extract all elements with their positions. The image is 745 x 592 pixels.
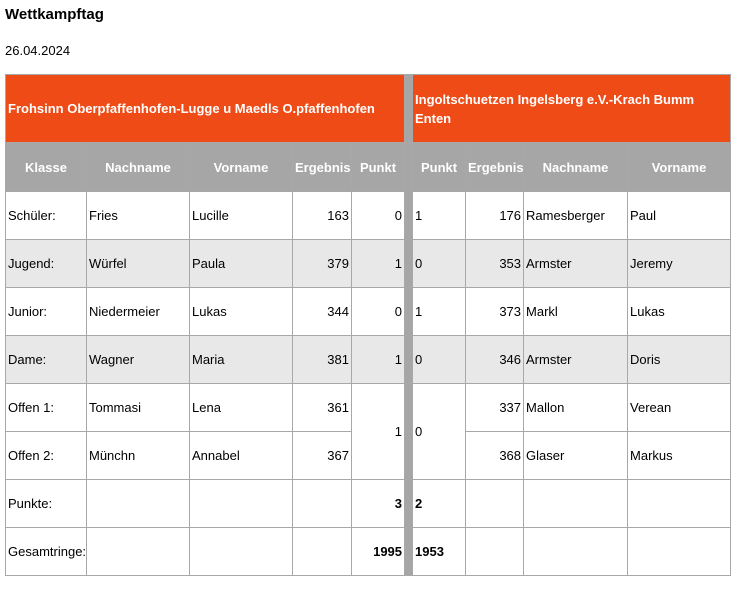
- empty-cell: [628, 528, 731, 576]
- cell-away-nachname: Mallon: [524, 384, 628, 432]
- ringe-label: Gesamtringe:: [6, 528, 87, 576]
- cell-home-vorname: Maria: [190, 336, 293, 384]
- cell-klasse: Junior:: [6, 288, 87, 336]
- cell-away-ergebnis: 368: [466, 432, 524, 480]
- cell-home-ergebnis: 361: [293, 384, 352, 432]
- cell-away-vorname: Markus: [628, 432, 731, 480]
- cell-home-vorname: Lucille: [190, 192, 293, 240]
- cell-home-nachname: Niedermeier: [87, 288, 190, 336]
- empty-cell: [190, 528, 293, 576]
- cell-home-ergebnis: 367: [293, 432, 352, 480]
- header-home-vorname: Vorname: [190, 143, 293, 192]
- cell-home-ergebnis: 381: [293, 336, 352, 384]
- column-separator: [405, 336, 413, 384]
- column-separator: [405, 480, 413, 528]
- empty-cell: [87, 480, 190, 528]
- cell-away-vorname: Paul: [628, 192, 731, 240]
- column-separator: [405, 143, 413, 192]
- empty-cell: [466, 528, 524, 576]
- cell-away-punkt: 1: [413, 192, 466, 240]
- cell-home-vorname: Annabel: [190, 432, 293, 480]
- cell-klasse: Jugend:: [6, 240, 87, 288]
- header-away-punkt: Punkt: [413, 143, 466, 192]
- header-home-nachname: Nachname: [87, 143, 190, 192]
- empty-cell: [190, 480, 293, 528]
- table-row: [6, 384, 731, 432]
- cell-away-ergebnis: 346: [466, 336, 524, 384]
- header-home-punkt: Punkt: [352, 143, 405, 192]
- totals-row-ringe: [6, 528, 731, 576]
- cell-away-nachname: Markl: [524, 288, 628, 336]
- cell-home-ergebnis: 163: [293, 192, 352, 240]
- cell-home-punkt: 0: [352, 192, 405, 240]
- table-row: [6, 240, 731, 288]
- punkte-label: Punkte:: [6, 480, 87, 528]
- header-klasse: Klasse: [6, 143, 87, 192]
- cell-away-punkt: 0: [413, 240, 466, 288]
- cell-away-vorname: Verean: [628, 384, 731, 432]
- column-separator: [405, 288, 413, 336]
- empty-cell: [293, 480, 352, 528]
- header-away-vorname: Vorname: [628, 143, 731, 192]
- cell-klasse: Offen 1:: [6, 384, 87, 432]
- cell-home-vorname: Lena: [190, 384, 293, 432]
- column-separator: [405, 432, 413, 480]
- cell-away-nachname: Glaser: [524, 432, 628, 480]
- empty-cell: [293, 528, 352, 576]
- totals-row-punkte: [6, 480, 731, 528]
- table-row: [6, 288, 731, 336]
- header-home-ergebnis: Ergebnis: [293, 143, 352, 192]
- column-separator: [405, 192, 413, 240]
- cell-klasse: Schüler:: [6, 192, 87, 240]
- cell-home-nachname: Fries: [87, 192, 190, 240]
- cell-away-ergebnis: 373: [466, 288, 524, 336]
- cell-away-punkt: 0: [413, 336, 466, 384]
- cell-away-punkt: 0: [413, 384, 466, 480]
- column-separator: [405, 384, 413, 432]
- cell-home-punkt: 1: [352, 384, 405, 480]
- cell-home-nachname: Würfel: [87, 240, 190, 288]
- home-ringe-total: 1995: [352, 528, 405, 576]
- cell-klasse: Offen 2:: [6, 432, 87, 480]
- cell-away-vorname: Doris: [628, 336, 731, 384]
- cell-home-nachname: Münchn: [87, 432, 190, 480]
- cell-away-punkt: 1: [413, 288, 466, 336]
- cell-home-ergebnis: 379: [293, 240, 352, 288]
- empty-cell: [87, 528, 190, 576]
- table-row: [6, 336, 731, 384]
- away-team-name: Ingoltschuetzen Ingelsberg e.V.-Krach Bumm Enten: [413, 75, 731, 143]
- cell-home-vorname: Lukas: [190, 288, 293, 336]
- cell-home-punkt: 1: [352, 336, 405, 384]
- cell-home-punkt: 1: [352, 240, 405, 288]
- column-header-row: [6, 143, 731, 192]
- away-punkte-total: 2: [413, 480, 466, 528]
- page-title: Wettkampftag: [5, 6, 104, 23]
- cell-home-nachname: Wagner: [87, 336, 190, 384]
- cell-away-ergebnis: 176: [466, 192, 524, 240]
- cell-away-vorname: Lukas: [628, 288, 731, 336]
- results-table: [5, 74, 731, 576]
- header-away-nachname: Nachname: [524, 143, 628, 192]
- column-separator: [405, 240, 413, 288]
- empty-cell: [628, 480, 731, 528]
- team-header-row: [6, 75, 731, 143]
- cell-klasse: Dame:: [6, 336, 87, 384]
- home-team-name: Frohsinn Oberpfaffenhofen-Lugge u Maedls O.pfaffenhofen: [6, 75, 405, 143]
- home-punkte-total: 3: [352, 480, 405, 528]
- empty-cell: [524, 528, 628, 576]
- column-separator: [405, 528, 413, 576]
- cell-home-vorname: Paula: [190, 240, 293, 288]
- cell-away-ergebnis: 353: [466, 240, 524, 288]
- cell-home-punkt: 0: [352, 288, 405, 336]
- table-row: [6, 192, 731, 240]
- cell-away-ergebnis: 337: [466, 384, 524, 432]
- cell-away-vorname: Jeremy: [628, 240, 731, 288]
- header-away-ergebnis: Ergebnis: [466, 143, 524, 192]
- cell-home-nachname: Tommasi: [87, 384, 190, 432]
- cell-away-nachname: Armster: [524, 336, 628, 384]
- away-ringe-total: 1953: [413, 528, 466, 576]
- cell-away-nachname: Ramesberger: [524, 192, 628, 240]
- competition-date: 26.04.2024: [5, 43, 71, 58]
- empty-cell: [524, 480, 628, 528]
- empty-cell: [466, 480, 524, 528]
- cell-away-nachname: Armster: [524, 240, 628, 288]
- column-separator: [405, 75, 413, 143]
- cell-home-ergebnis: 344: [293, 288, 352, 336]
